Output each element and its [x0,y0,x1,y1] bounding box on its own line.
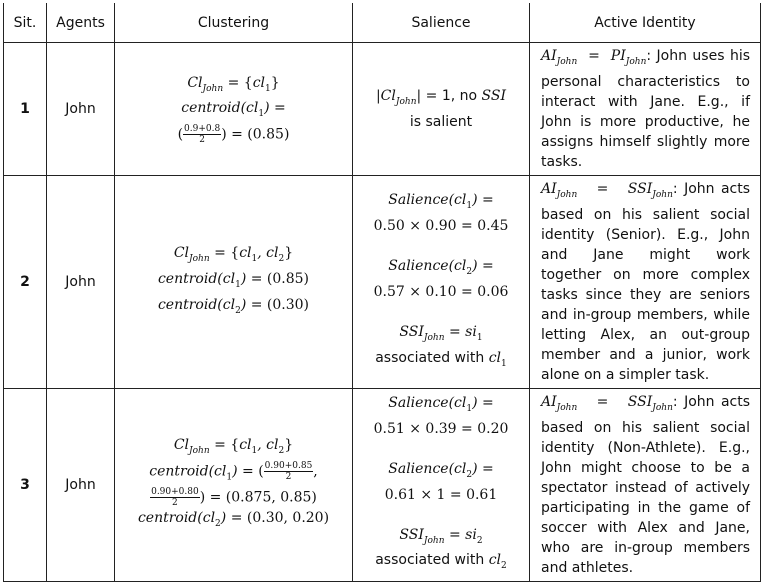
active-identity-formula: $AI_{John} = SSI_{John}$ [541,180,673,200]
clustering-cell [115,43,353,176]
header-clustering: Clustering [115,0,353,43]
clustering-cell [115,175,353,388]
table-row [4,388,761,581]
ssi-association: associated with $cl_1$ [375,349,507,369]
situation-number: 2 [4,175,47,388]
situation-number: 3 [4,388,47,581]
clustering-cell [115,388,353,581]
agent-name: John [47,388,115,581]
centroid-value: ( $\frac{0.9+0.8}{2}$ ) = (0.85) [177,124,290,146]
fraction-denominator: 2 [172,498,178,509]
salience-text: $|Cl_{John}| = 1$, no SSI [375,88,507,107]
active-identity-text: John uses his personal characteristics to interact with Jane. E.g., if John is more productive, he assigns himself slightly more tasks. [541,48,751,170]
top-crop-mask [0,0,762,3]
ssi-association: associated with $cl_2$ [375,552,507,572]
active-identity-text: John acts based on his salient social identity (Senior). E.g., John and Jane might work together on more complex tasks since they are seniors and in-group members, while letting Alex, an out-group member and a junior, work alone on a simpler task. [541,180,751,383]
salience-formula-1: $Salience(cl_1)$ = [388,395,494,414]
salience-value-1: 0.50 × 0.90 = 0.45 [373,218,509,234]
fraction-numerator: 0.90+0.85 [264,461,313,472]
salience-text-2: is salient [409,113,473,130]
agent-name: John [47,43,115,176]
identity-table [3,0,761,582]
fraction-denominator: 2 [285,472,292,483]
header-active-identity: Active Identity [530,0,761,43]
fraction-numerator: 0.90+0.80 [151,487,199,498]
salience-cell [353,388,530,581]
active-identity-formula: $AI_{John} = PI_{John}$ [541,48,647,67]
active-identity-formula: $AI_{John} = SSI_{John}$ [541,393,673,413]
fraction-numerator: 0.9+0.8 [184,124,221,135]
ssi-formula: $SSI_{John} = si_2$ [399,526,483,546]
centroid-formula: $centroid(cl_1)$ = [181,100,286,120]
salience-value-1: 0.51 × 0.39 = 0.20 [373,420,509,437]
header-agents: Agents [47,0,115,43]
agent-name: John [47,175,115,388]
cluster-set: $Cl_{John} = \{cl_1$, $cl_2$} [173,437,294,457]
situation-number: 1 [4,43,47,176]
centroid-1-continued: $\frac{0.90+0.80}{2}$ ) = (0.875, 0.85) [151,487,317,509]
header-sit: Sit. [4,0,47,43]
active-identity-cell: $AI_{John} = PI_{John}$: John uses his personal characteristics to interact with Jane. E.g., if John is more productive, he assigns himself slightly more tasks. [530,43,761,176]
centroid-2: $centroid(cl_2) = (0.30)$ [157,296,310,316]
salience-cell [353,43,530,176]
centroid-1: $centroid(cl_1) = (0.85)$ [157,270,310,290]
cluster-set: $Cl_{John} = \{cl_1\}$ [187,74,280,94]
salience-formula-2: $Salience(cl_2)$ = [388,258,494,277]
table-row [4,43,761,176]
salience-formula-2: $Salience(cl_2)$ = [388,460,494,480]
salience-value-2: 0.61 × 1 = 0.61 [384,486,498,503]
header-salience: Salience [353,0,530,43]
salience-cell [353,175,530,388]
fraction-denominator: 2 [199,135,205,146]
active-identity-cell: $AI_{John} = SSI_{John}$: John acts based on his salient social identity (Non-Athlete). E.g., John might choose to be a spectator instead of actively participating in the game of soccer with Alex and Jane, who are in-group members and athletes. [530,388,761,581]
centroid-2: $centroid(cl_2) = (0.30$, 0.20) [137,510,330,530]
ssi-formula: $SSI_{John} = si_1$ [399,323,483,343]
active-identity-text: John acts based on his salient social identity (Non-Athlete). E.g., John might choose to be a spectator instead of actively participating in the game of soccer with Alex and Jane, who are in-group members and athletes. [541,393,751,576]
header-row [4,0,761,43]
salience-value-2: 0.57 × 0.10 = 0.06 [373,283,509,300]
cluster-set: $Cl_{John} = \{cl_1$, $cl_2$} [173,245,294,264]
active-identity-cell: $AI_{John} = SSI_{John}$: John acts based on his salient social identity (Senior). E.g., John and Jane might work together on more complex tasks since they are seniors and in-group members, while letting Alex, an out-group member and a junior, work alone on a simpler task. [530,175,761,388]
centroid-1: $centroid(cl_1)$ = ( $\frac{0.90+0.85}{2}$ , [149,461,318,483]
table-row [4,175,761,388]
salience-formula-1: $Salience(cl_1)$ = [388,192,494,211]
